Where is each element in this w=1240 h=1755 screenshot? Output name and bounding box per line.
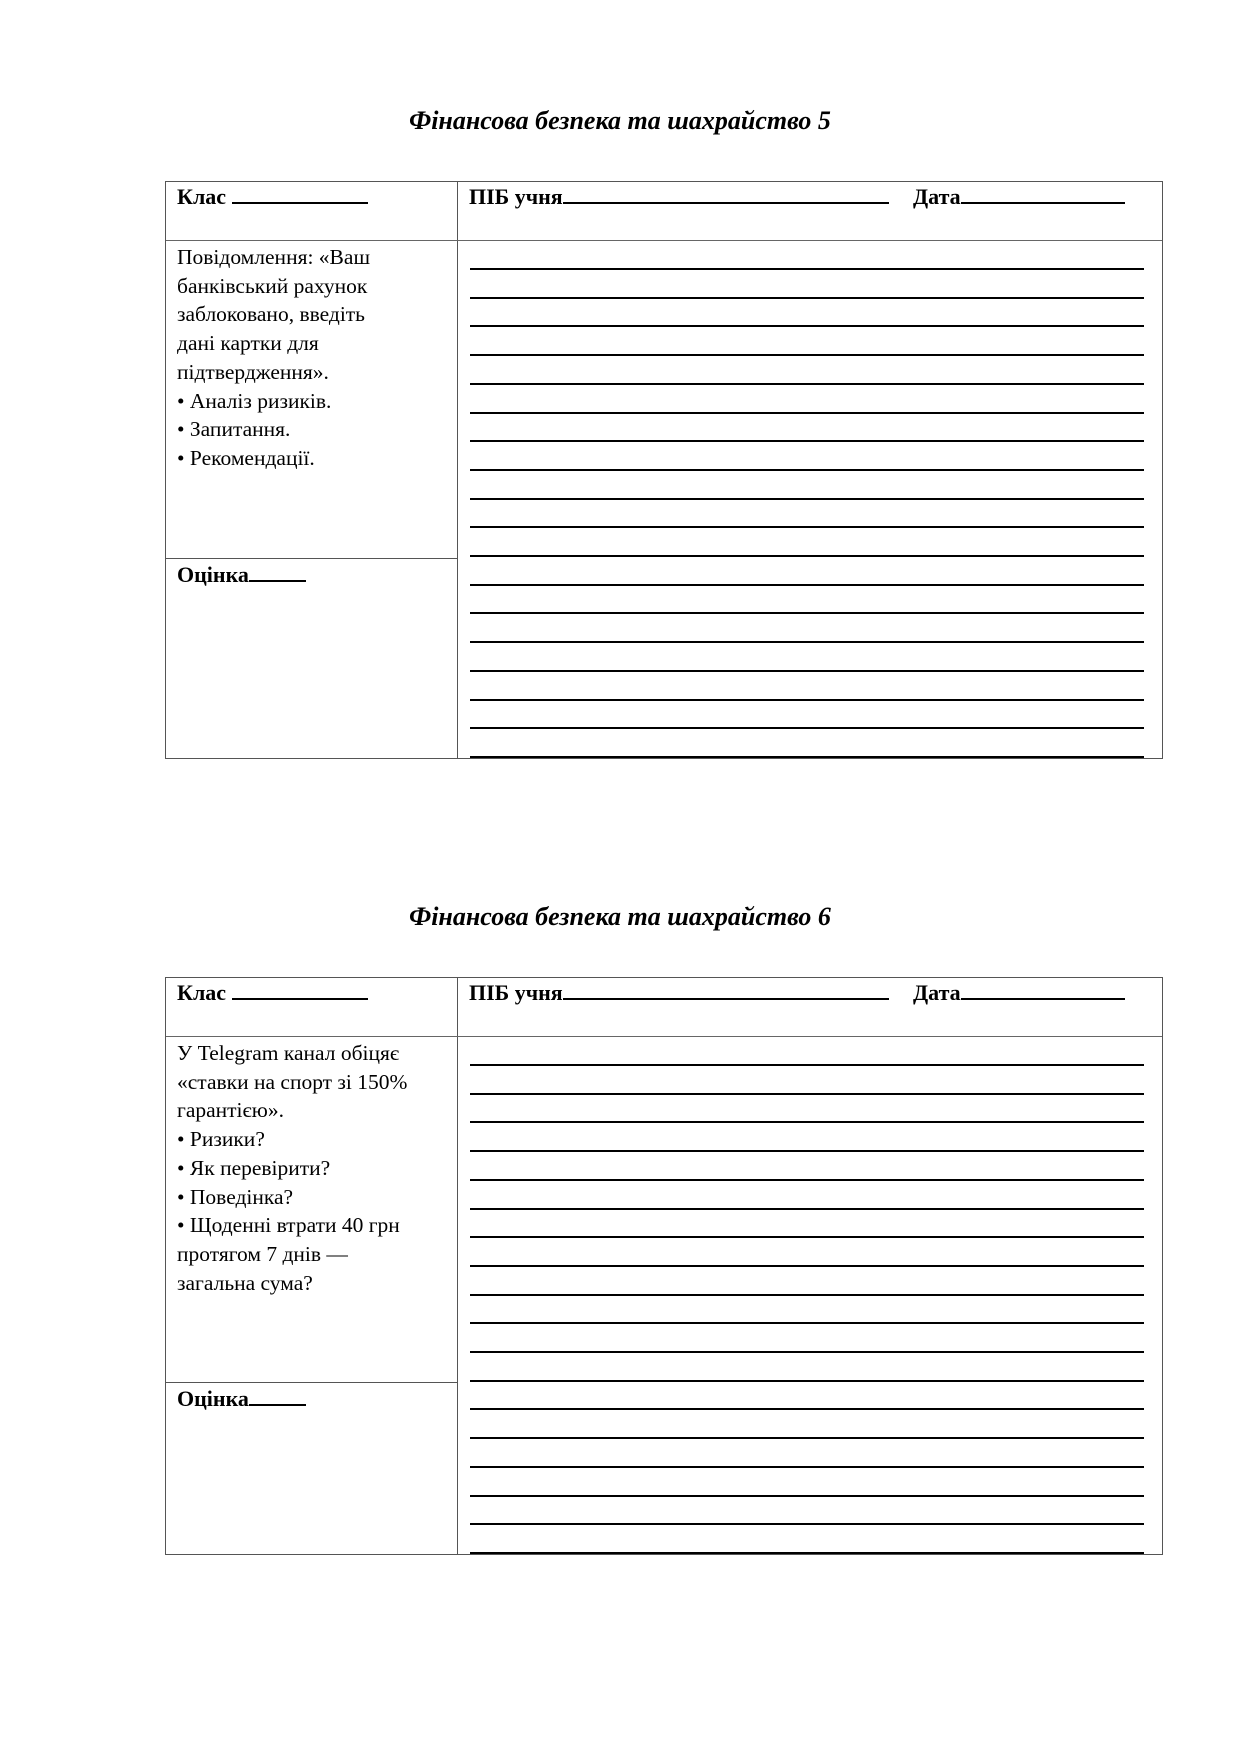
- answer-line[interactable]: [470, 670, 1144, 672]
- task-line: гарантією».: [177, 1098, 284, 1123]
- class-field[interactable]: [177, 978, 368, 1008]
- answer-line[interactable]: [470, 1552, 1144, 1554]
- header-row: [166, 978, 1162, 1037]
- answer-line[interactable]: [470, 1437, 1144, 1439]
- answer-line[interactable]: [470, 699, 1144, 701]
- answer-line[interactable]: [470, 297, 1144, 299]
- answer-line[interactable]: [470, 268, 1144, 270]
- class-blank[interactable]: [232, 182, 368, 204]
- grade-blank[interactable]: [249, 560, 306, 582]
- answer-line[interactable]: [470, 1093, 1144, 1095]
- answer-line[interactable]: [470, 526, 1144, 528]
- answer-line[interactable]: [470, 727, 1144, 729]
- date-label: Дата: [913, 184, 961, 209]
- student-name-label: ПІБ учня: [469, 980, 563, 1005]
- grade-label: Оцінка: [177, 562, 249, 587]
- answer-line[interactable]: [470, 555, 1144, 557]
- answer-line[interactable]: [470, 1294, 1144, 1296]
- header-row: [166, 182, 1162, 241]
- grade-blank[interactable]: [249, 1384, 306, 1406]
- worksheet-title: Фінансова безпека та шахрайство 5: [409, 106, 831, 135]
- task-bullet: • Як перевірити?: [177, 1155, 331, 1180]
- task-line: дані картки для: [177, 331, 319, 356]
- answer-line[interactable]: [470, 1351, 1144, 1353]
- answer-line[interactable]: [470, 469, 1144, 471]
- student-name-label: ПІБ учня: [469, 184, 563, 209]
- task-line: загальна сума?: [177, 1270, 313, 1295]
- date-blank[interactable]: [961, 182, 1125, 204]
- task-bullet: • Запитання.: [177, 417, 291, 442]
- answer-line[interactable]: [470, 584, 1144, 586]
- task-cell: [166, 1037, 457, 1383]
- date-label: Дата: [913, 980, 961, 1005]
- answer-line[interactable]: [470, 1265, 1144, 1267]
- answer-line[interactable]: [470, 1179, 1144, 1181]
- column-divider: [457, 978, 458, 1554]
- date-field[interactable]: [913, 182, 1125, 212]
- grade-field[interactable]: [177, 1384, 306, 1414]
- task-line: «ставки на спорт зі 150%: [177, 1069, 408, 1094]
- date-blank[interactable]: [961, 978, 1125, 1000]
- task-bullet: • Поведінка?: [177, 1184, 294, 1209]
- worksheet-table: [165, 181, 1163, 759]
- task-line: протягом 7 днів —: [177, 1241, 348, 1266]
- task-bullet: • Ризики?: [177, 1127, 265, 1152]
- task-description: [177, 1039, 452, 1297]
- worksheet-title: Фінансова безпека та шахрайство 6: [409, 902, 831, 931]
- student-name-blank[interactable]: [563, 182, 889, 204]
- answer-line[interactable]: [470, 1236, 1144, 1238]
- answer-line[interactable]: [470, 325, 1144, 327]
- answer-line[interactable]: [470, 354, 1144, 356]
- task-line: У Telegram канал обіцяє: [177, 1041, 400, 1065]
- task-bullet: • Рекомендації.: [177, 445, 315, 470]
- grade-cell: [166, 1383, 457, 1554]
- answer-line[interactable]: [470, 412, 1144, 414]
- student-name-field[interactable]: [469, 978, 889, 1008]
- answer-line[interactable]: [470, 612, 1144, 614]
- answer-line[interactable]: [470, 641, 1144, 643]
- class-field[interactable]: [177, 182, 368, 212]
- answer-line[interactable]: [470, 1408, 1144, 1410]
- answer-line[interactable]: [470, 1380, 1144, 1382]
- answer-line[interactable]: [470, 1523, 1144, 1525]
- task-line: Повідомлення: «Ваш: [177, 245, 370, 269]
- answer-line[interactable]: [470, 1495, 1144, 1497]
- worksheet-table: [165, 977, 1163, 1555]
- answer-line[interactable]: [470, 1466, 1144, 1468]
- answer-line[interactable]: [470, 1150, 1144, 1152]
- task-line: заблоковано, введіть: [177, 302, 365, 327]
- task-line: банківський рахунок: [177, 273, 368, 298]
- answer-line[interactable]: [470, 440, 1144, 442]
- class-label: Клас: [177, 980, 227, 1005]
- answer-area[interactable]: [459, 241, 1162, 758]
- grade-label: Оцінка: [177, 1386, 249, 1411]
- answer-line[interactable]: [470, 1322, 1144, 1324]
- date-field[interactable]: [913, 978, 1125, 1008]
- task-bullet: • Щоденні втрати 40 грн: [177, 1213, 400, 1238]
- task-cell: [166, 241, 457, 559]
- answer-area[interactable]: [459, 1037, 1162, 1554]
- grade-cell: [166, 559, 457, 758]
- student-name-field[interactable]: [469, 182, 889, 212]
- class-label: Клас: [177, 184, 227, 209]
- answer-line[interactable]: [470, 756, 1144, 758]
- answer-line[interactable]: [470, 1121, 1144, 1123]
- answer-line[interactable]: [470, 1208, 1144, 1210]
- class-blank[interactable]: [232, 978, 368, 1000]
- answer-line[interactable]: [470, 498, 1144, 500]
- student-name-blank[interactable]: [563, 978, 889, 1000]
- task-description: [177, 243, 452, 473]
- task-line: підтвердження».: [177, 359, 329, 384]
- column-divider: [457, 182, 458, 758]
- grade-field[interactable]: [177, 560, 306, 590]
- task-bullet: • Аналіз ризиків.: [177, 388, 332, 413]
- answer-line[interactable]: [470, 1064, 1144, 1066]
- answer-line[interactable]: [470, 383, 1144, 385]
